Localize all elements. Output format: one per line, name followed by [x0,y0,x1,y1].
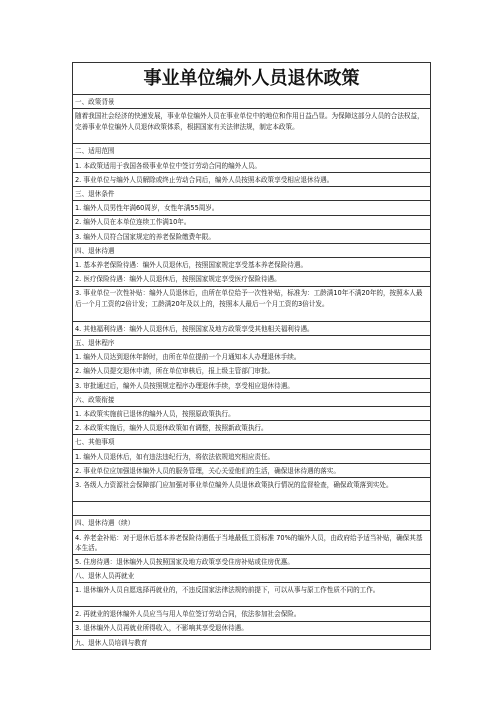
section-heading: 二、适用范围 [72,144,431,158]
list-item: 2. 医疗保险待遇：编外人员退休后，按照国家规定享受医疗保险待遇。 [72,272,431,286]
section-heading: 四、退休待遇 [72,244,431,258]
blank-row [72,502,431,516]
list-item: 4. 养老金补贴：对于退休后基本养老保险待遇低于当地最低工资标准 70%的编外人员，由政府给予适当补贴，确保其基本生活。 [72,531,431,555]
list-item: 3. 事业单位一次性补贴：编外人员退休后，由所在单位给予一次性补贴，标准为：工龄满10年不满20年的，按照本人最后一个月工资的2倍计发；工龄满20年及以上的，按照本人最后一个月工资的3倍计发。 [72,287,431,322]
list-item: 1. 基本养老保险待遇：编外人员退休后，按照国家规定享受基本养老保险待遇。 [72,258,431,272]
section-heading: 三、退休条件 [72,187,431,201]
section-heading: 九、退休人员培训与教育 [75,638,148,647]
list-item: 2. 再就业的退休编外人员应当与用人单位签订劳动合同，依法参加社会保险。 [72,607,431,621]
section-heading: 七、其他事项 [72,436,431,450]
section-heading: 一、政策背景 [72,95,431,109]
list-item: 2. 事业单位与编外人员解除或终止劳动合同后，编外人员按照本政策享受相应退休待遇。 [72,173,431,187]
list-item: 1. 本政策适用于我国各级事业单位中签订劳动合同的编外人员。 [72,159,431,173]
list-item: 2. 编外人员在本单位连续工作满10年。 [72,216,431,230]
list-item: 4. 其他福利待遇：编外人员退休后，按照国家及地方政策享受其他相关福利待遇。 [72,322,431,336]
list-item: 3. 退休编外人员再就业所得收入，不影响其享受退休待遇。 [72,622,431,636]
list-item: 1. 编外人员退休后，如有违法违纪行为，将依法依规追究相应责任。 [72,450,431,464]
paragraph: 随着我国社会经济的快速发展，事业单位编外人员在事业单位中的地位和作用日益凸显。为保障这部分人员的合法权益，完善事业单位编外人员退休政策体系，根据国家有关法律法规，制定本政策。 [72,109,431,144]
list-item: 3. 编外人员符合国家规定的养老保险缴费年限。 [72,230,431,244]
list-item: 1. 退休编外人员自愿选择再就业的，不违反国家法律法规的前提下，可以从事与原工作性质不同的工作。 [72,583,431,607]
list-item: 3. 审批通过后，编外人员按照规定程序办理退休手续，享受相应退休待遇。 [72,379,431,393]
list-item: 3. 各级人力资源社会保障部门应加强对事业单位编外人员退休政策执行情况的监督检查，确保政策落到实处。 [72,478,431,502]
list-item: 2. 本政策实施后，编外人员退休政策如有调整，按照新政策执行。 [72,421,431,435]
section-heading: 八、退休人员再就业 [72,569,431,583]
list-item: 1. 编外人员达到退休年龄时，由所在单位提前一个月通知本人办理退休手续。 [72,350,431,364]
list-item: 2. 事业单位应加强退休编外人员的服务管理，关心关爱他们的生活，确保退休待遇的落实。 [72,464,431,478]
list-item: 1. 本政策实施前已退休的编外人员，按照原政策执行。 [72,407,431,421]
section-heading: 四、退休待遇（续） [72,516,431,530]
section-heading: 五、退休程序 [72,336,431,350]
document-title: 事业单位编外人员退休政策 [72,62,431,95]
list-item: 5. 住房待遇：退休编外人员按照国家及地方政策享受住房补贴或住房优惠。 [72,555,431,569]
section-heading: 六、政策衔接 [72,393,431,407]
list-item: 1. 编外人员男性年满60周岁，女性年满55周岁。 [72,201,431,215]
list-item: 2. 编外人员提交退休申请，所在单位审核后，报上级主管部门审批。 [72,364,431,378]
